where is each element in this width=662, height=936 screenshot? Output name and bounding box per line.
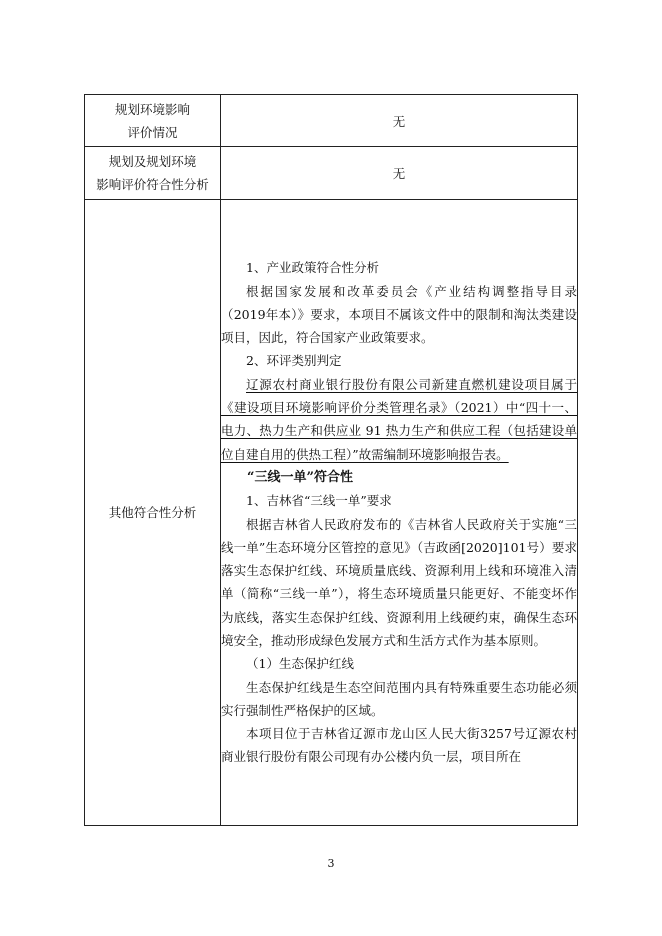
table-row	[85, 95, 578, 147]
paragraph: 生态保护红线是生态空间范围内具有特殊重要生态功能必须实行强制性严格保护的区域。	[221, 679, 577, 718]
page-number: 3	[327, 857, 335, 870]
paragraph-underlined: 辽源农村商业银行股份有限公司新建直燃机建设项目属于《建设项目环境影响评价分类管理名录》（2021）中“四十一、电力、热力生产和供应业 91 热力生产和供应工程（包括建设单位自建自用的供热工程）”故需编制环境影响报告表。	[221, 376, 577, 462]
label-line: 规划环境影响	[114, 101, 190, 117]
section-heading: 1、吉林省“三线一单”要求	[246, 493, 392, 509]
row-label-plan-eia	[85, 95, 221, 147]
paragraph: 根据吉林省人民政府发布的《吉林省人民政府关于实施“三线一单”生态环境分区管控的意见》（吉政函[2020]101号）要求落实生态保护红线、环境质量底线、资源利用上线和环境准入清单（简称“三线一单”），将生态环境质量只能更好、不能变坏作为底线，落实生态保护红线、资源利用上线硬约束，确保生态环境安全，推动形成绿色发展方式和生活方式作为基本原则。	[221, 516, 577, 648]
row-value-plan-compliance: 无	[221, 147, 578, 200]
label-line: 评价情况	[127, 124, 178, 140]
label-line: 规划及规划环境	[108, 154, 197, 169]
section-heading: 2、环评类别判定	[246, 353, 342, 369]
paragraph: 本项目位于吉林省辽源市龙山区人民大街3257号辽源农村商业银行股份有限公司现有办公楼内负一层，项目所在	[221, 726, 577, 765]
row-content-other-compliance	[221, 200, 578, 826]
table-row	[85, 200, 578, 826]
row-value-plan-eia: 无	[221, 95, 578, 147]
row-label-plan-compliance	[85, 147, 221, 200]
document-table	[84, 94, 578, 826]
row-label-other-compliance: 其他符合性分析	[85, 200, 221, 826]
bold-heading: “三线一单”符合性	[247, 469, 353, 485]
table-row	[85, 147, 578, 200]
label-line: 影响评价符合性分析	[96, 177, 209, 192]
paragraph: 根据国家发展和改革委员会《产业结构调整指导目录（2019年本）》要求，本项目不属该文件中的限制和淘汰类建设项目，因此，符合国家产业政策要求。	[221, 283, 577, 346]
section-heading: 1、产业政策符合性分析	[246, 260, 379, 276]
section-heading: （1）生态保护红线	[246, 656, 354, 672]
